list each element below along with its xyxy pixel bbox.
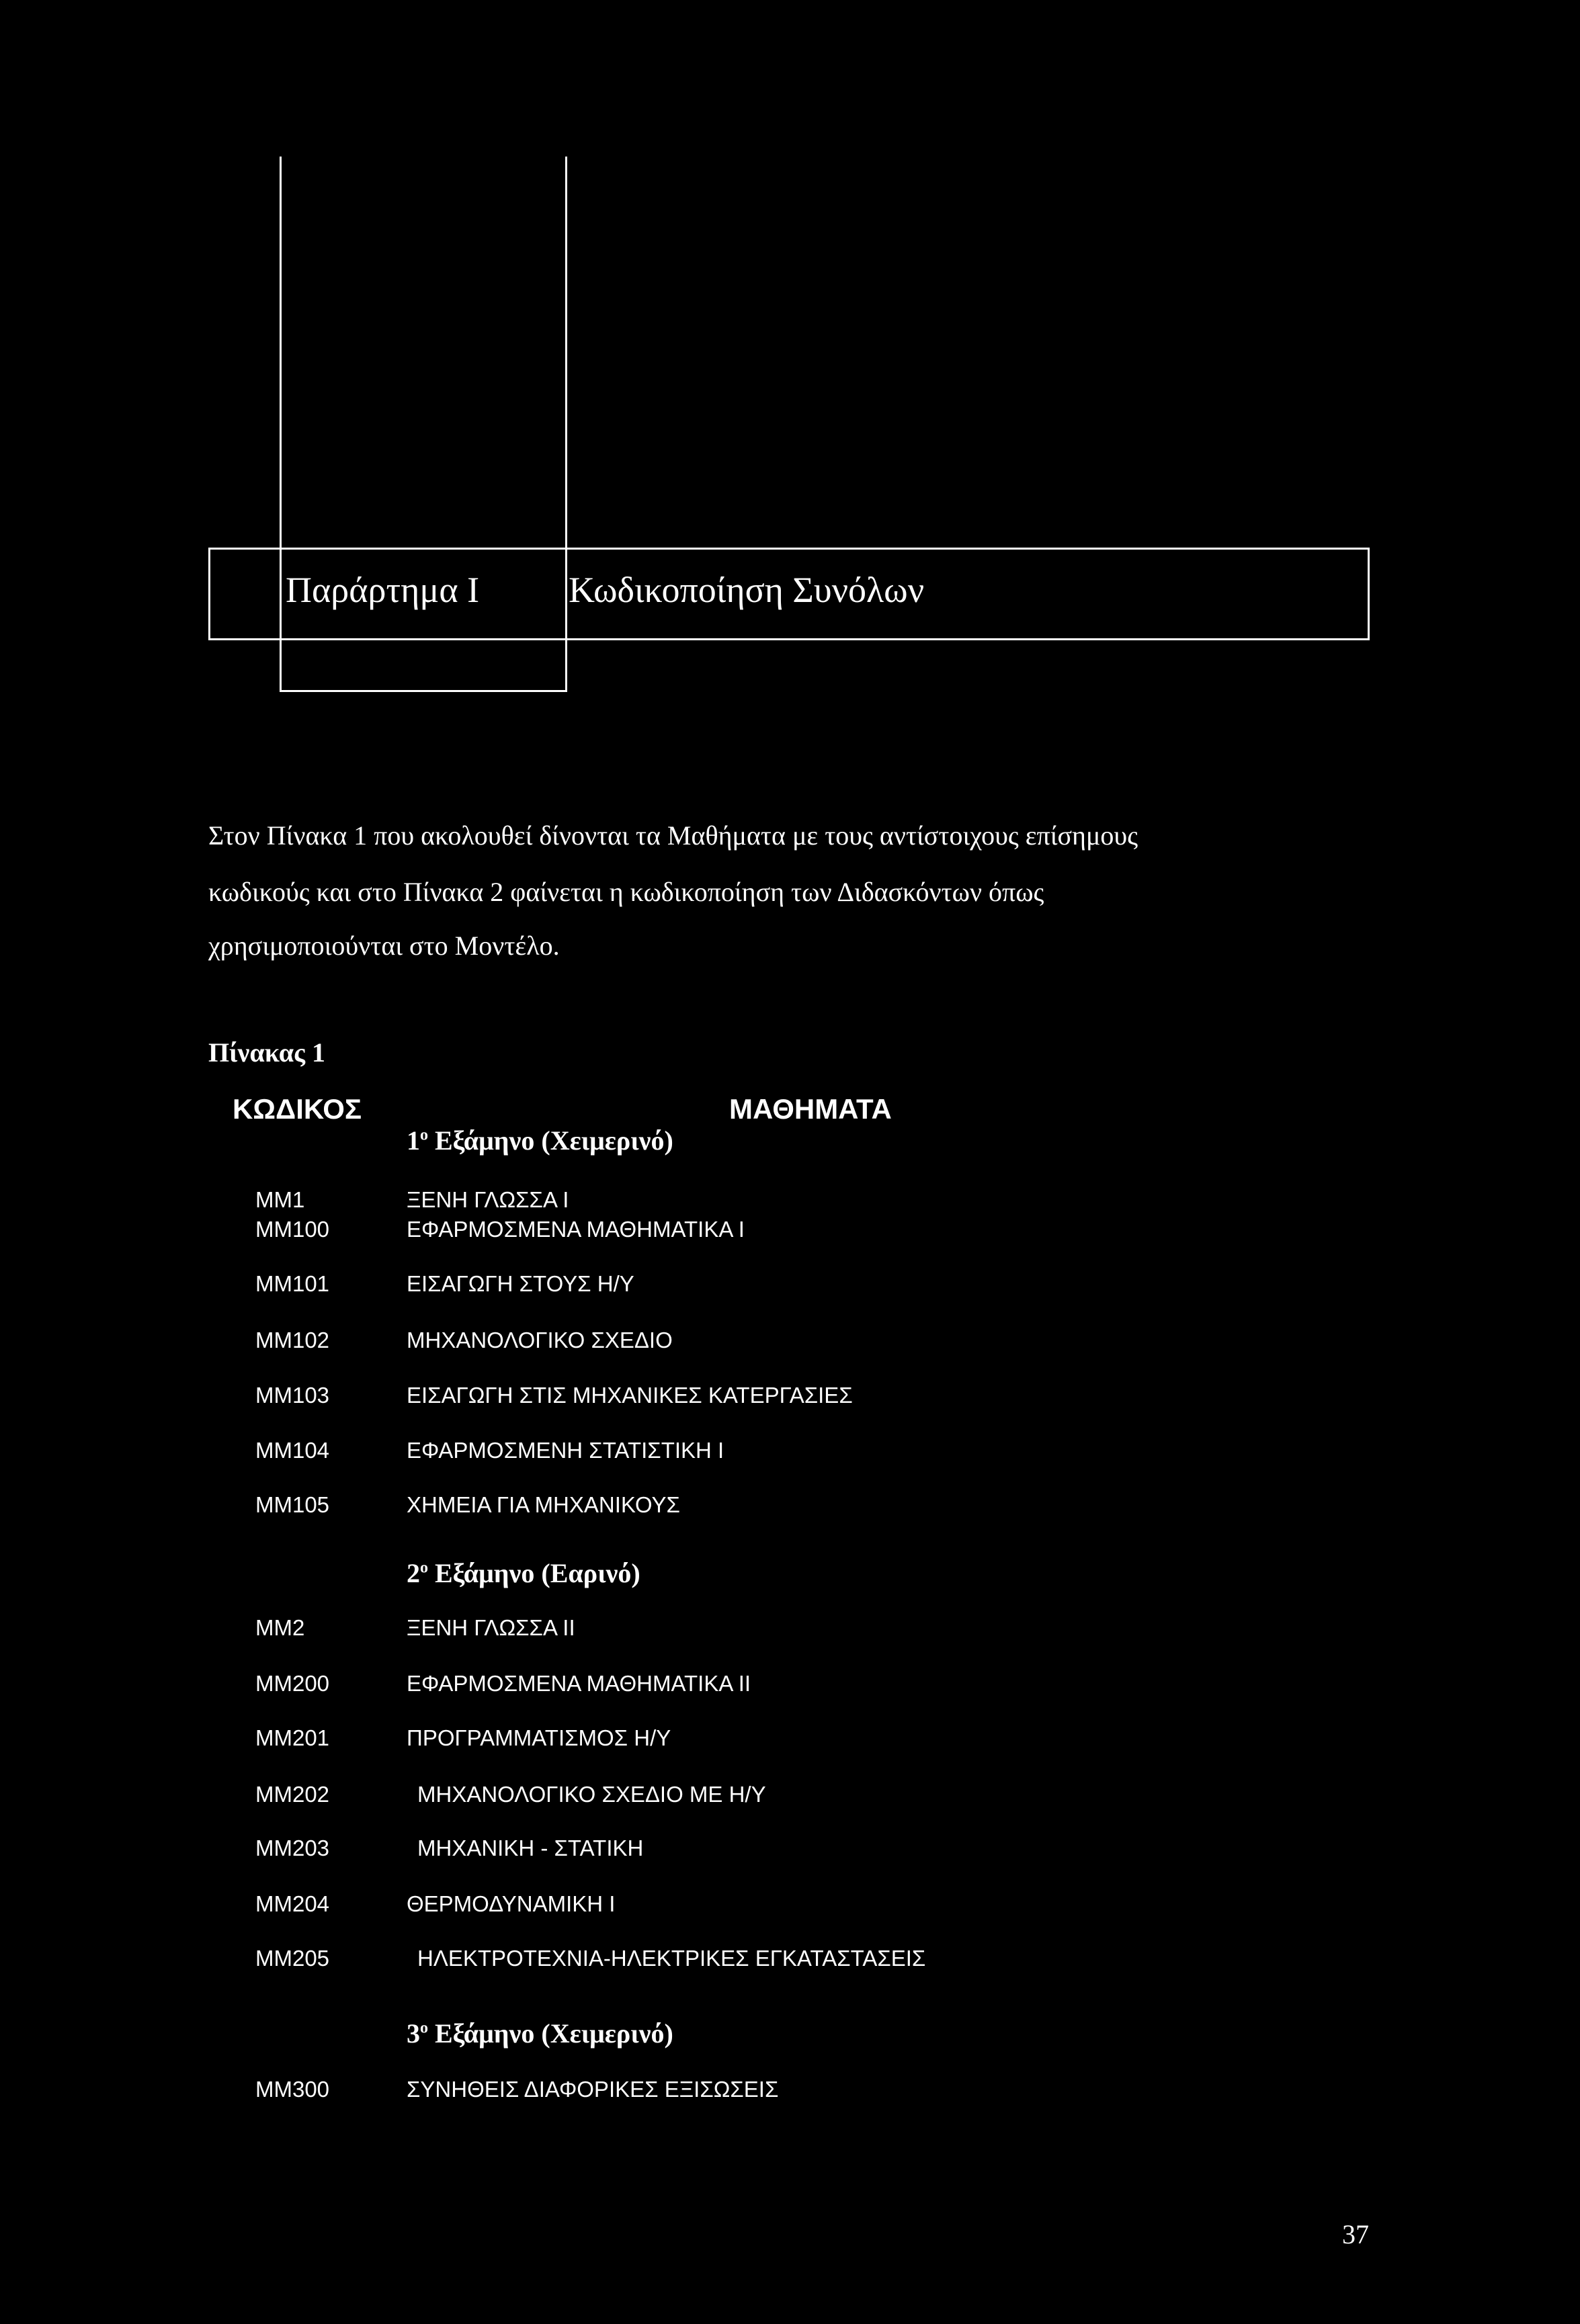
page-number: 37 [1342,2219,1369,2249]
course-name: ΕΙΣΑΓΩΓΗ ΣΤΟΥΣ Η/Υ [407,1271,634,1296]
intro-line-3: χρησιμοποιούνται στο Μοντέλο. [208,931,560,961]
course-code: ΜΜ104 [255,1438,330,1463]
appendix-label: Παράρτημα Ι [286,570,480,610]
semester-ordinal: ο [420,1559,428,1577]
semester-heading [407,1125,673,1157]
course-name: ΜΗΧΑΝΟΛΟΓΙΚΟ ΣΧΕΔΙΟ [407,1328,673,1352]
course-code: ΜΜ203 [255,1836,330,1860]
course-code: ΜΜ204 [255,1891,330,1916]
course-name: ΧΗΜΕΙΑ ΓΙΑ ΜΗΧΑΝΙΚΟΥΣ [407,1492,680,1517]
semester-number: 3 [407,2018,420,2049]
semester-heading [407,1557,640,1590]
course-name: ΕΦΑΡΜΟΣΜΕΝΗ ΣΤΑΤΙΣΤΙΚΗ Ι [407,1438,724,1463]
course-name: ΜΗΧΑΝΙΚΗ - ΣΤΑΤΙΚΗ [417,1836,644,1860]
course-name: ΕΦΑΡΜΟΣΜΕΝΑ ΜΑΘΗΜΑΤΙΚΑ Ι [407,1217,745,1242]
table-caption: Πίνακας 1 [208,1037,325,1068]
semester-number: 2 [407,1558,420,1588]
intro-line-2: κωδικούς και στο Πίνακα 2 φαίνεται η κωδικοποίηση των Διδασκόντων όπως [208,877,1044,907]
header-courses: ΜΑΘΗΜΑΤΑ [729,1093,892,1125]
course-name: ΕΙΣΑΓΩΓΗ ΣΤΙΣ ΜΗΧΑΝΙΚΕΣ ΚΑΤΕΡΓΑΣΙΕΣ [407,1383,853,1408]
course-name: ΘΕΡΜΟΔΥΝΑΜΙΚΗ Ι [407,1891,616,1916]
course-code: ΜΜ200 [255,1671,330,1696]
intro-line-1: Στον Πίνακα 1 που ακολουθεί δίνονται τα Μαθήματα με τους αντίστοιχους επίσημους [208,820,1138,851]
course-code: ΜΜ102 [255,1328,330,1352]
appendix-title: Κωδικοποίηση Συνόλων [569,570,925,610]
course-code: ΜΜ205 [255,1946,330,1971]
frame-line-bottom [280,690,567,692]
course-name: ΞΕΝΗ ΓΛΩΣΣΑ Ι [407,1187,569,1212]
course-code: ΜΜ101 [255,1271,330,1296]
course-name: ΜΗΧΑΝΟΛΟΓΙΚΟ ΣΧΕΔΙΟ ΜΕ Η/Υ [417,1782,766,1807]
semester-number: 1 [407,1125,420,1156]
semester-text: Εξάμηνο (Χειμερινό) [428,1125,673,1156]
course-code: ΜΜ202 [255,1782,330,1807]
course-name: ΣΥΝΗΘΕΙΣ ΔΙΑΦΟΡΙΚΕΣ ΕΞΙΣΩΣΕΙΣ [407,2077,779,2102]
course-name: ΠΡΟΓΡΑΜΜΑΤΙΣΜΟΣ Η/Υ [407,1725,671,1750]
course-code: ΜΜ2 [255,1615,305,1640]
course-code: ΜΜ300 [255,2077,330,2102]
course-name: ΕΦΑΡΜΟΣΜΕΝΑ ΜΑΘΗΜΑΤΙΚΑ ΙΙ [407,1671,751,1696]
course-code: ΜΜ1 [255,1187,305,1212]
header-code: ΚΩΔΙΚΟΣ [233,1093,362,1125]
course-code: ΜΜ103 [255,1383,330,1408]
semester-ordinal: ο [420,2019,428,2037]
course-name: ΞΕΝΗ ΓΛΩΣΣΑ ΙΙ [407,1615,575,1640]
course-code: ΜΜ201 [255,1725,330,1750]
semester-text: Εξάμηνο (Χειμερινό) [428,2018,673,2049]
semester-ordinal: ο [420,1126,428,1144]
semester-text: Εξάμηνο (Εαρινό) [428,1558,640,1588]
semester-heading [407,2018,673,2050]
course-code: ΜΜ105 [255,1492,330,1517]
course-name: ΗΛΕΚΤΡΟΤΕΧΝΙΑ-ΗΛΕΚΤΡΙΚΕΣ ΕΓΚΑΤΑΣΤΑΣΕΙΣ [417,1946,926,1971]
course-code: ΜΜ100 [255,1217,330,1242]
